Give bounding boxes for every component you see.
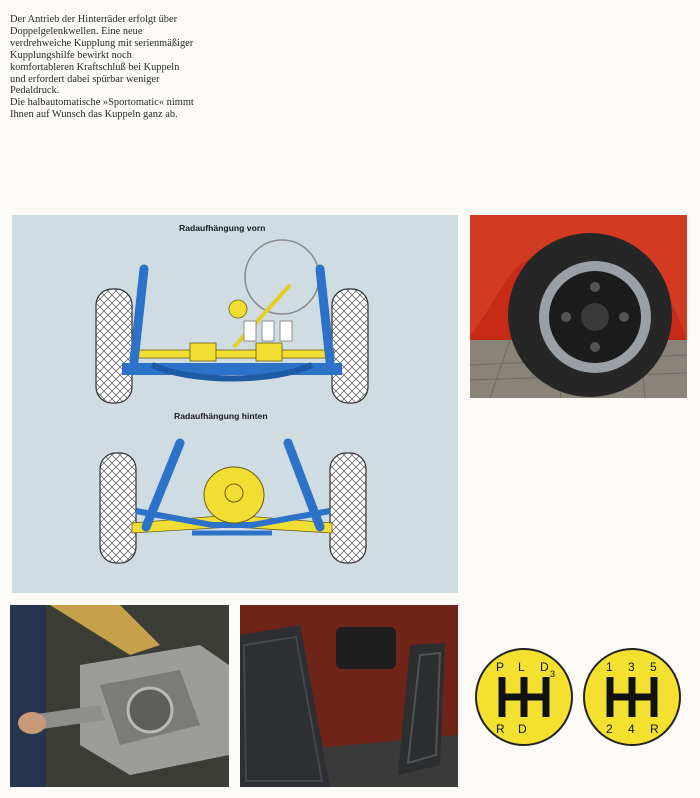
front-suspension-label: Radaufhängung vorn [179,223,266,233]
gearbox-assembly-photo [10,605,229,787]
gear-r: R [496,722,505,736]
sportomatic-shift-pattern [474,647,574,747]
intro-paragraph-2: Die halbautomatische »Sportomatic« nimmt Ihnen auf Wunsch das Kuppeln ganz ab. [10,97,194,121]
tire-photo [470,215,687,398]
pedals-photo [240,605,458,787]
rear-suspension-label: Radaufhängung hinten [174,411,268,421]
gear-p: P [496,660,505,674]
gear-4: 4 [628,722,635,736]
gear-d-bottom: D [518,722,527,736]
manual-shift-pattern [582,647,682,747]
rear-right-wheel [330,453,366,563]
gear-1: 1 [606,660,613,674]
gear-l: L [518,660,525,674]
front-right-shock [320,269,330,361]
gear-d: D [540,660,549,674]
intro-text [10,14,270,121]
gear-2: 2 [606,722,613,736]
rear-axle-drawing [100,443,366,563]
gear-5: 5 [650,660,657,674]
gear-r-manual: R [650,722,659,736]
intro-paragraph-1: Der Antrieb der Hinterräder erfolgt über Doppelgelenkwellen. Eine neue verdrehweiche Kupplung mit serienmäßiger Kupplungshilfe bewirkt noch komfortableren Kraftschluß bei Kuppeln und erfordert dabei spürbar weniger Pedaldruck. [10,14,194,97]
steering-wheel [245,240,319,314]
suspension-diagram [12,215,458,593]
rear-left-wheel [100,453,136,563]
front-axle-drawing [96,240,368,403]
front-left-wheel [96,289,132,403]
front-right-wheel [332,289,368,403]
gear-3: 3 [628,660,635,674]
gear-d3-subscript: 3 [550,669,556,679]
suspension-illustration [12,215,458,593]
front-left-shock [134,269,144,361]
